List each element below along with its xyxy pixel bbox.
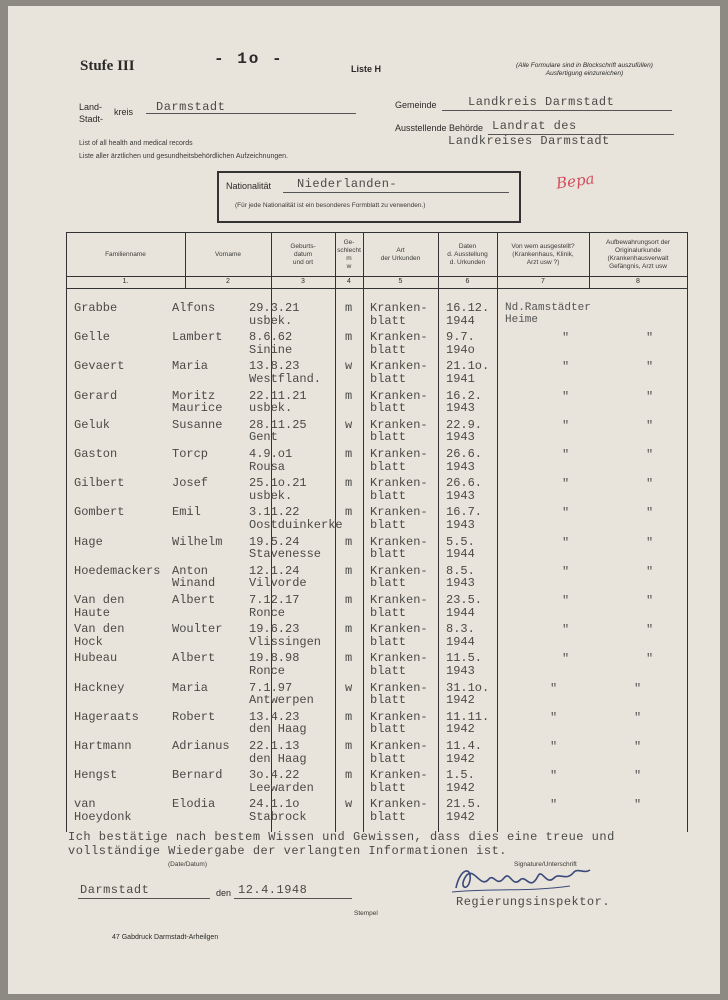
birth-date-place: den Haag [249,751,307,766]
record-date: 1942 [446,693,475,708]
storage: " [646,418,654,433]
sex: w [345,797,353,812]
first-name: Anton [172,563,209,578]
record-type: Kranken- [370,359,428,374]
landkreis-label-stadt: Stadt- [79,114,104,124]
date-line [234,897,352,899]
record-type: blatt [370,547,407,562]
issuer: " [562,506,570,521]
record-type: blatt [370,313,407,328]
first-name: Josef [172,476,209,491]
birth-date-place: 19.8.98 [249,651,300,666]
issuer: " [550,740,558,754]
record-date: 1942 [446,722,475,737]
column-header: Geburts- datum und ort [290,243,316,266]
record-date: 1942 [446,809,475,824]
record-type: blatt [370,809,407,824]
landkreis-label-land: Land- [79,102,103,112]
storage: " [646,448,654,462]
record-type: blatt [370,488,407,503]
storage: " [646,594,654,608]
birth-date-place: den Haag [249,722,307,737]
behoerde-label: Ausstellende Behörde [395,123,484,133]
birth-date-place: 29.3.21 [249,301,300,315]
family-name: Hengst [74,768,118,783]
family-name: Grabbe [74,301,118,315]
record-type: Kranken- [370,476,428,491]
records-table [66,232,688,832]
record-type: Kranken- [370,797,428,812]
column-number: 3 [301,278,305,285]
issuer: " [562,652,570,667]
first-name: Albert [172,593,216,607]
record-date: 1943 [446,430,475,445]
record-type: Kranken- [370,768,428,783]
record-date: 21.1o. [446,359,490,374]
birth-date-place: usbek. [249,488,293,503]
family-name: Gelle [74,330,111,345]
birth-date-place: Sinine [249,342,293,357]
record-date: 1943 [446,459,475,474]
sex: m [345,505,353,520]
record-type: blatt [370,751,407,766]
sex: m [345,622,353,637]
nationality-label: Nationalität [226,181,272,191]
birth-date-place: 19.5.24 [249,534,300,549]
family-name: Hoeydonk [74,809,132,824]
place-line [78,897,210,899]
birth-date-place: 13.8.23 [249,359,300,374]
nationality-line [283,191,509,193]
sex: w [345,680,353,695]
birth-date-place: Stabrock [249,809,307,824]
birth-date-place: Vilvorde [249,576,307,591]
sex: w [345,417,353,432]
record-type: blatt [370,576,407,591]
record-type: blatt [370,342,407,357]
family-name: Van den [74,622,125,637]
record-type: Kranken- [370,709,428,724]
form-note [516,62,653,78]
record-date: 1943 [446,663,475,678]
storage: " [634,798,642,813]
first-name: Winand [172,576,216,591]
stamp-label: Stempel [354,910,378,917]
record-date: 11.5. [446,651,483,666]
storage: " [646,331,654,346]
family-name: Haute [74,605,111,620]
gemeinde-line [442,109,672,111]
birth-date-place: Oostduinkerke [249,517,343,532]
issuer: " [562,594,570,608]
record-type: Kranken- [370,447,428,461]
column-number: 1. [122,278,129,285]
family-name: Van den [74,593,125,607]
family-name: Hartmann [74,739,132,753]
storage: " [646,564,654,579]
first-name: Maria [172,680,209,695]
issuer: " [562,535,570,550]
column-header: Ge- schlecht m w [337,239,361,270]
nationality-value: Niederlanden- [297,177,398,191]
birth-date-place: Leewarden [249,780,314,795]
birth-date-place: 25.1o.21 [249,476,307,491]
storage: " [646,623,654,638]
column-number: 2 [226,278,230,285]
family-name: Hageraats [74,709,139,724]
record-date: 23.5. [446,593,483,607]
nationality-box [217,171,521,223]
landkreis-label-kreis: kreis [114,107,134,117]
storage: " [646,477,654,492]
record-date: 22.9. [446,417,483,432]
record-type: blatt [370,401,407,416]
official-title: Regierungsinspektor. [456,895,611,909]
family-name: Hock [74,634,103,649]
column-header: Daten d. Ausstellung d. Urkunden [447,243,488,266]
storage: " [646,389,654,404]
record-date: 9.7. [446,330,475,345]
gemeinde-label: Gemeinde [395,100,437,110]
record-type: blatt [370,459,407,474]
record-date: 1943 [446,401,475,416]
date-label: (Date/Datum) [168,861,208,868]
record-date: 1944 [446,313,475,328]
sex: m [345,447,353,461]
birth-date-place: Rousa [249,459,286,474]
family-name: Geluk [74,417,111,432]
record-date: 26.6. [446,476,483,491]
page-number: - 1o - [214,50,284,68]
first-name: Emil [172,505,201,520]
issuer: " [562,448,570,462]
column-header: Aufbewahrungsort der Originalurkunde (Krankenhausverwalt Gefängnis, Arzt usw [606,239,670,270]
record-type: blatt [370,693,407,708]
first-name: Torcp [172,447,209,461]
family-name: Hoedemackers [74,563,161,578]
sex: m [345,563,353,578]
birth-date-place: Antwerpen [249,693,314,708]
form-note-line: Ausfertigung einzureichen) [545,70,624,77]
first-name: Maria [172,359,209,374]
first-name: Susanne [172,417,223,432]
record-type: Kranken- [370,330,428,345]
birth-date-place: Gent [249,430,278,445]
sex: m [345,534,353,549]
sex: m [345,330,353,345]
issuer: " [550,710,558,725]
sex: m [345,709,353,724]
column-header: Art der Urkunden [380,247,421,262]
storage: " [634,681,642,696]
nationality-note: (Für jede Nationalität ist ein besonderes Formblatt zu verwenden.) [235,202,426,209]
family-name: Gilbert [74,476,125,491]
family-name: Gerard [74,388,118,403]
storage: " [646,652,654,667]
birth-date-place: 4.9.o1 [249,447,293,461]
storage: " [646,360,654,375]
issuer: " [562,360,570,375]
birth-date-place: Vlissingen [249,634,322,649]
birth-date-place: 3o.4.22 [249,768,300,783]
record-date: 1941 [446,371,475,386]
record-type: Kranken- [370,622,428,637]
column-number: 6 [465,278,470,285]
sex: w [345,359,353,374]
record-type: blatt [370,517,407,532]
sex: m [345,768,353,783]
signature-label: Signature/Unterschrift [514,861,577,868]
storage: " [646,535,654,550]
record-type: Kranken- [370,417,428,432]
column-header: Von wem ausgestellt? (Krankenhaus, Klinik, Arzt usw ?) [511,243,575,266]
family-name: Gaston [74,447,118,461]
record-date: 1.5. [446,768,475,783]
sex: m [345,593,353,607]
sex: m [345,739,353,753]
record-type: Kranken- [370,651,428,666]
issuer: " [562,623,570,638]
record-date: 11.4. [446,739,483,753]
record-type: blatt [370,663,407,678]
storage: " [646,506,654,521]
family-name: Hackney [74,680,125,695]
record-date: 21.5. [446,797,483,812]
record-date: 194o [446,342,475,357]
record-type: Kranken- [370,739,428,753]
issuer: " [562,331,570,346]
birth-date-place: 12.1.24 [249,563,300,578]
birth-date-place: 3.11.22 [249,505,300,520]
birth-date-place: Ronce [249,663,286,678]
first-name: Bernard [172,768,223,783]
record-date: 1942 [446,780,475,795]
storage: " [634,710,642,725]
record-date: 5.5. [446,534,475,549]
issuer: " [562,389,570,404]
column-number: 7 [541,278,545,285]
record-date: 31.1o. [446,680,490,695]
birth-date-place: 7.12.17 [249,593,300,607]
birth-date-place: Stavenesse [249,547,322,562]
record-date: 1944 [446,605,475,620]
stufe-label: Stufe III [80,58,135,74]
record-type: blatt [370,634,407,649]
record-date: 16.2. [446,388,483,403]
first-name: Moritz [172,388,216,403]
record-type: blatt [370,780,407,795]
handwritten-signature [450,858,600,898]
record-type: Kranken- [370,505,428,520]
record-date: 1944 [446,634,475,649]
birth-date-place: 13.4.23 [249,709,300,724]
birth-date-place: 24.1.1o [249,797,300,812]
gemeinde-value: Landkreis Darmstadt [468,95,615,109]
red-stamp: Bepa [554,169,596,193]
record-date: 1943 [446,576,475,591]
record-date: 26.6. [446,447,483,461]
record-type: Kranken- [370,593,428,607]
place-value: Darmstadt [80,883,150,897]
first-name: Robert [172,709,216,724]
behoerde-value-line1: Landrat des [492,119,577,133]
family-name: Hage [74,534,103,549]
record-type: blatt [370,605,407,620]
den-label: den [216,888,232,898]
birth-date-place: usbek. [249,401,293,416]
birth-date-place: 19.6.23 [249,622,300,637]
birth-date-place: 22.11.21 [249,388,307,403]
issuer: " [562,564,570,579]
birth-date-place: Westfland. [249,371,322,386]
landkreis-value: Darmstadt [156,100,226,114]
subtitle-german: Liste aller ärztlichen und gesundheitsbehördlichen Aufzeichnungen. [79,153,288,160]
record-date: 8.3. [446,622,475,637]
issuer: " [550,798,558,813]
record-type: Kranken- [370,388,428,403]
first-name: Adrianus [172,739,230,753]
column-header: Familienname [105,251,146,258]
subtitle-english: List of all health and medical records [79,140,193,147]
printer-footer: 47 Gabdruck Darmstadt-Arheilgen [112,934,219,941]
sex: m [345,651,353,666]
record-date: 1943 [446,517,475,532]
issuer: " [550,681,558,696]
record-date: 11.11. [446,709,490,724]
record-type: Kranken- [370,563,428,578]
birth-date-place: 8.6.62 [249,330,293,345]
family-name: Hubeau [74,651,118,666]
family-name: Gevaert [74,359,125,374]
first-name: Maurice [172,401,223,416]
record-type: Kranken- [370,301,428,315]
birth-date-place: Ronce [249,605,286,620]
record-type: blatt [370,371,407,386]
record-date: 1944 [446,547,475,562]
storage: " [634,769,642,784]
date-value: 12.4.1948 [238,883,308,897]
first-name: Alfons [172,301,216,315]
birth-date-place: usbek. [249,313,293,328]
liste-label: Liste H [351,64,382,74]
record-date: 16.7. [446,505,483,520]
sex: m [345,476,353,491]
issuer: " [562,477,570,492]
form-note-line: (Alle Formulare sind in Blockschrift auszufüllen) [516,62,653,69]
certification-text: Ich bestätige nach bestem Wissen und Gewissen, dass dies eine treue und vollständige Wiedergabe der verlangten Informationen ist. [68,830,615,858]
issuer: Nd.Ramstädter Heime [505,302,591,326]
family-name: Gombert [74,505,125,520]
birth-date-place: 7.1.97 [249,680,293,695]
first-name: Lambert [172,330,223,345]
record-type: Kranken- [370,534,428,549]
birth-date-place: 28.11.25 [249,417,307,432]
family-name: van [74,797,96,812]
storage: " [634,740,642,754]
record-date: 1942 [446,751,475,766]
issuer: " [562,418,570,433]
column-number: 4 [347,278,351,285]
record-type: blatt [370,430,407,445]
record-date: 8.5. [446,563,475,578]
column-number: 8 [636,278,640,285]
column-header: Vorname [214,251,242,258]
birth-date-place: 22.1.13 [249,739,300,753]
first-name: Wilhelm [172,534,223,549]
behoerde-value-line2: Landkreises Darmstadt [448,134,610,148]
document-page [8,6,720,994]
sex: m [345,388,353,403]
record-type: Kranken- [370,680,428,695]
record-date: 1943 [446,488,475,503]
sex: m [345,301,353,315]
first-name: Albert [172,651,216,666]
record-type: blatt [370,722,407,737]
column-number: 5 [398,278,403,285]
issuer: " [550,769,558,784]
record-date: 16.12. [446,301,490,315]
first-name: Elodia [172,797,216,812]
first-name: Woulter [172,622,223,637]
